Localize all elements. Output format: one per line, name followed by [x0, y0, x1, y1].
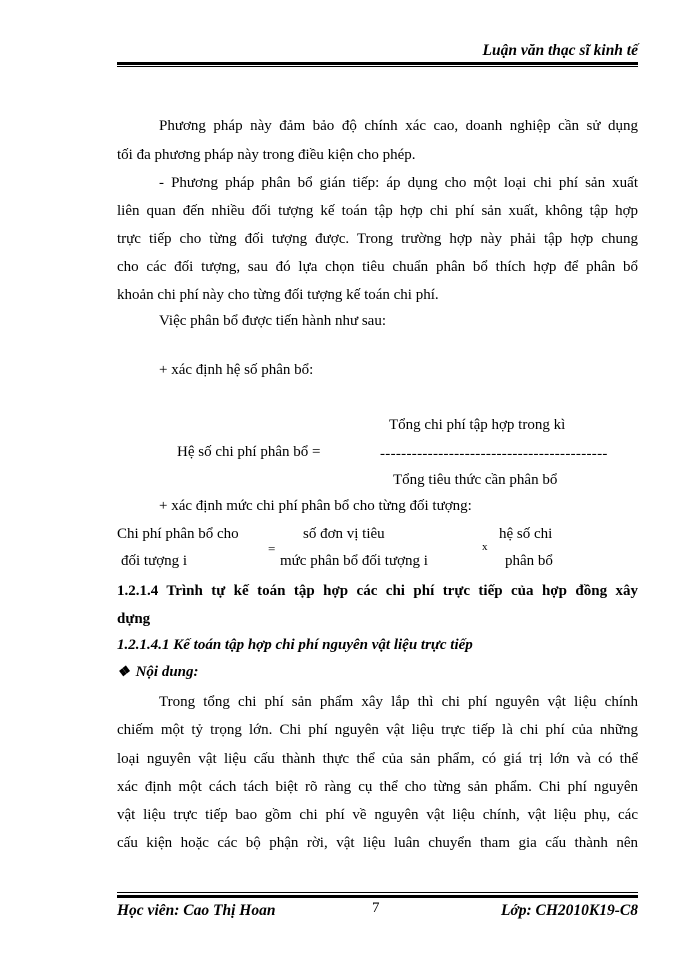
- para2-line-5: khoản chi phí này cho từng đối tượng kế toán chi phí.: [117, 287, 439, 303]
- section-heading-1214-line1: 1.2.1.4 Trình tự kế toán tập hợp các chi phí trực tiếp của hợp đồng xây: [117, 583, 638, 599]
- footer-class: Lớp: CH2010K19-C8: [500, 902, 638, 919]
- section-heading-12141: 1.2.1.4.1 Kế toán tập hợp chi phí nguyên vật liệu trực tiếp: [117, 637, 473, 653]
- formula1-denominator: Tổng tiêu thức cần phân bổ: [393, 472, 558, 488]
- content-heading-label: Nội dung:: [135, 664, 199, 680]
- page-number: 7: [372, 900, 380, 916]
- formula2-mid-line1: số đơn vị tiêu: [303, 526, 385, 542]
- para4-line-3: loại nguyên vật liệu cấu thành thực thể của sản phẩm, có giá trị lớn và có thể: [117, 751, 638, 767]
- footer-student: Học viên: Cao Thị Hoan: [117, 902, 276, 919]
- step1: + xác định hệ số phân bổ:: [159, 362, 314, 378]
- formula2-rhs-line2: phân bổ: [505, 553, 553, 569]
- para4-line-1: Trong tổng chi phí sản phẩm xây lắp thì chi phí nguyên vật liệu chính: [159, 694, 638, 710]
- formula1-numerator: Tổng chi phí tập hợp trong kì: [389, 417, 566, 433]
- formula2-equals: =: [268, 541, 276, 556]
- para4-line-5: vật liệu trực tiếp bao gồm chi phí về nguyên vật liệu chính, vật liệu phụ, các: [117, 807, 638, 823]
- para1-line-2: tối đa phương pháp này trong điều kiện cho phép.: [117, 147, 416, 163]
- formula2-times: x: [482, 541, 488, 553]
- formula2-mid-line2: mức phân bổ đối tượng i: [280, 553, 428, 569]
- content-heading: [117, 664, 199, 681]
- para4-line-4: xác định một cách tách biệt rõ ràng cụ thể cho từng sản phẩm. Chi phí nguyên: [117, 779, 638, 795]
- footer-rule-thin: [117, 892, 638, 893]
- para2-line-3: trực tiếp cho từng đối tượng được. Trong trường hợp này phải tập hợp chung: [117, 231, 638, 247]
- formula2-lhs-line1: Chi phí phân bổ cho: [117, 526, 239, 542]
- formula2-lhs-line2: đối tượng i: [121, 553, 188, 569]
- header-rule: [117, 62, 638, 65]
- section-heading-1214-line2: dựng: [117, 611, 151, 627]
- para2-line-2: liên quan đến nhiều đối tượng kế toán tập hợp chi phí sản xuất, không tập hợp: [117, 203, 638, 219]
- footer-rule: [117, 895, 638, 898]
- para2-line-4: cho các đối tượng, sau đó lựa chọn tiêu chuẩn phân bổ thích hợp để phân bổ: [117, 259, 638, 275]
- formula1-fraction-bar: -------------------------------------------: [380, 446, 608, 462]
- para2-line-1: - Phương pháp phân bổ gián tiếp: áp dụng cho một loại chi phí sản xuất: [159, 175, 638, 191]
- step2: + xác định mức chi phí phân bổ cho từng đối tượng:: [159, 498, 472, 514]
- diamond-bullet-icon: ❖: [117, 665, 130, 680]
- para4-line-6: cấu kiện hoặc các bộ phận rời, vật liệu luân chuyển tham gia cấu thành nên: [117, 835, 638, 851]
- formula2-rhs-line1: hệ số chi: [499, 526, 553, 542]
- header-rule-thin: [117, 66, 638, 67]
- para3: Việc phân bổ được tiến hành như sau:: [159, 313, 386, 329]
- para4-line-2: chiếm một tỷ trọng lớn. Chi phí nguyên vật liệu trực tiếp là chi phí của những: [117, 722, 638, 738]
- formula1-lhs: Hệ số chi phí phân bổ =: [177, 444, 321, 460]
- para1-line-1: Phương pháp này đảm bảo độ chính xác cao, doanh nghiệp cần sử dụng: [159, 118, 638, 134]
- header-title: Luận văn thạc sĩ kinh tế: [482, 42, 638, 59]
